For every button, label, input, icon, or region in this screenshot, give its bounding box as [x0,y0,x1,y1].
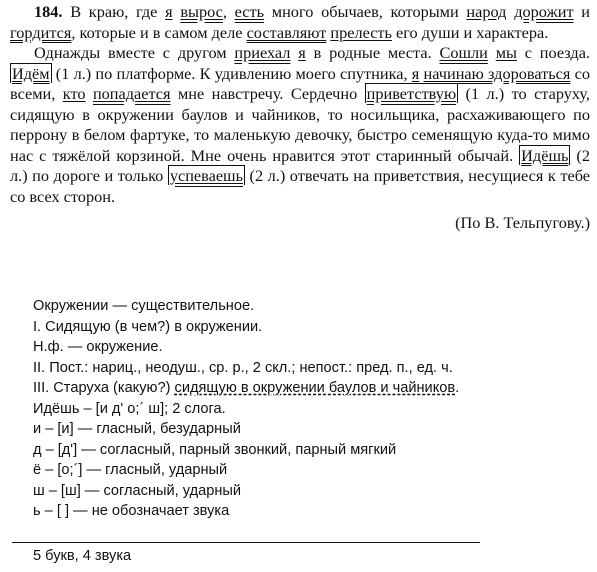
text-run: со всеми, [10,63,590,103]
text-run: много обычаев, которыми [264,2,467,21]
subject-word: мы [495,43,517,62]
predicate-word-boxed: успеваешь [169,166,244,185]
analysis-line [33,378,588,399]
predicate-word: вырос [180,2,223,21]
divider-line [12,542,480,543]
text-run: с поезда. [516,43,591,62]
source-attribution: (По В. Тельпугову.) [455,213,590,232]
text-run [86,84,93,103]
text-run: . [455,380,460,396]
text-run: (2 л.) отвечать на приветствия, несущиеся к тебе со всех сторон. [10,166,591,206]
text-run: , [222,2,235,21]
text-run [488,43,496,62]
text-run: мне навстречу. Сердечно [170,84,365,103]
text-run: , которые и в самом деле [71,22,247,42]
participial-phrase: сидящую в окружении баулов и чайников [174,380,456,396]
text-run: (2 л.) по дороге и только [10,145,590,185]
phonetic-header: Идёшь – [и д' о;´ ш]; 2 слога. [33,400,226,417]
subject-word: кто [62,84,86,103]
letter-sound-count: 5 букв, 4 звука [33,548,132,564]
subject-word: я [165,2,173,21]
phonetic-line: ш – [ш] — согласный, ударный [33,482,242,499]
analysis-line: I. Сидящую (в чем?) в окружении. [33,318,263,335]
paragraph-2 [10,43,590,207]
predicate-word: Сошли [439,43,488,62]
predicate-word: дорожит [514,2,574,21]
analysis-line: Н.ф. — окружение. [33,339,163,355]
exercise-text [10,2,590,234]
predicate-word-boxed: Идёшь [521,145,569,165]
phonetic-line: и – [и] — гласный, безударный [33,421,241,437]
predicate-word: попадается [92,84,171,103]
predicate-word: составляют [246,22,327,42]
predicate-word: есть [234,2,265,21]
text-run: (1 л.) то старуху, сидящую в окружении баулов и чайников, то носильщика, расхаживающего по перрону в белом фартуке, то маленькую девочку, быстро семенящую куда-то мимо нас с тяжёлой корзиной. Мне очень нравится этот старинный обычай. [10,84,590,165]
subject-word: я [298,43,306,62]
predicate-word: начинаю здороваться [423,63,571,83]
predicate-word: приехал [234,43,291,62]
analysis-line: II. Пост.: нариц., неодуш., ср. р., 2 скл.; непост.: пред. п., ед. ч. [33,359,453,376]
phonetic-line: ь – [ ] — не обозначает звука [33,503,230,519]
subject-word: прелесть [330,22,392,42]
exercise-number: 184. [34,2,63,21]
phonetic-line: д – [д'] — согласный, парный звонкий, парный мягкий [33,441,397,458]
predicate-word: гордится [10,22,72,42]
subject-word: я [411,63,420,83]
text-run: Однажды вместе с другом [34,43,235,62]
predicate-word-boxed: Идём [12,63,50,83]
phonetic-line: ё – [о;´] — гласный, ударный [33,462,228,478]
analysis-line: Окружении — существительное. [33,298,255,314]
text-run: III. Старуха (какую?) [33,380,175,396]
paragraph-1 [10,2,590,43]
predicate-word-boxed: приветствую [366,84,457,103]
text-run: в родные места. [305,43,440,62]
grammar-analysis [33,296,588,522]
subject-word: народ [466,2,507,21]
text-run: его души и характера. [391,22,549,42]
text-run: В краю, где [62,2,166,21]
text-run: (1 л.) по платформе. К удивлению моего спутника, [51,63,412,83]
text-run: и [573,2,591,21]
